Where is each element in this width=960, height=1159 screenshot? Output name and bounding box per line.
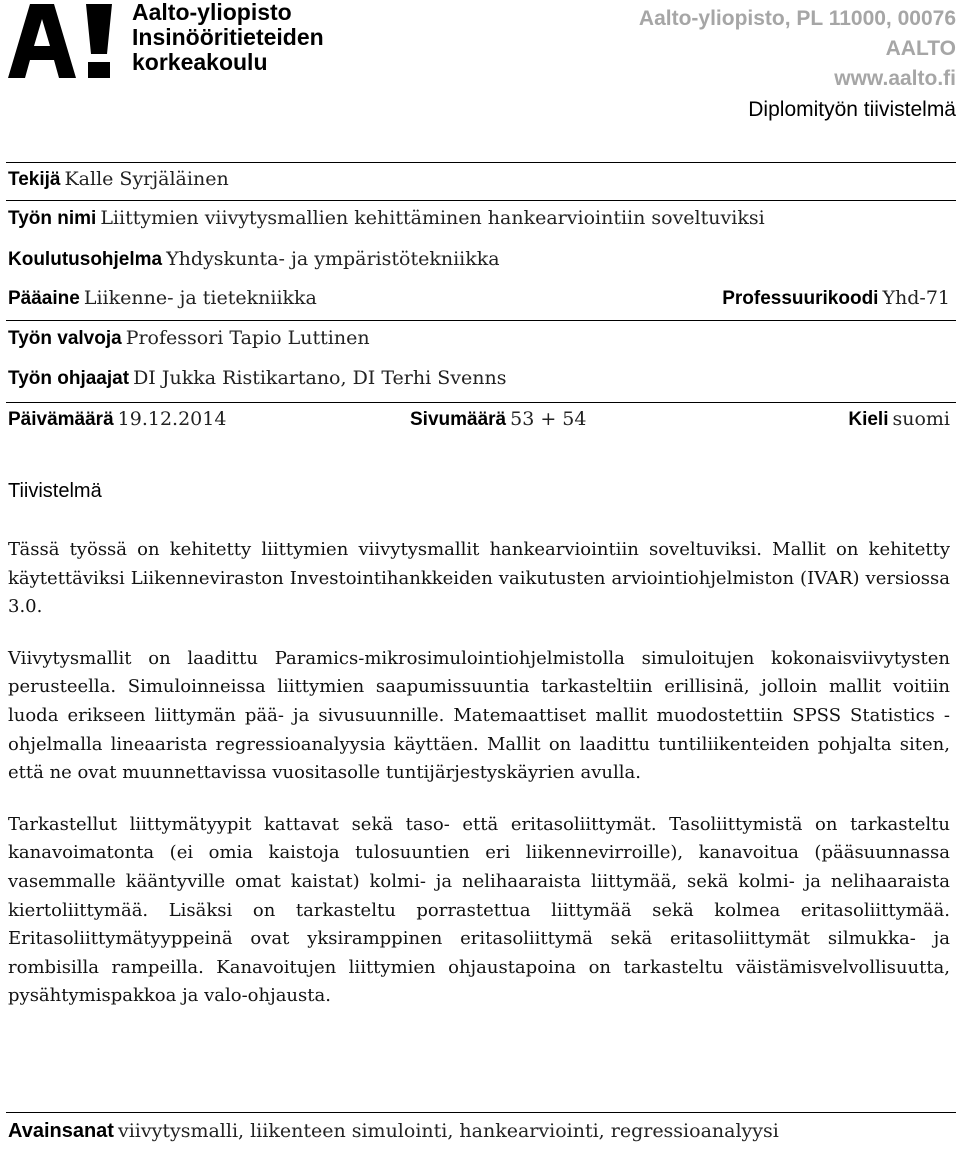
major-label: Pääaine xyxy=(8,288,80,309)
date-label: Päivämäärä xyxy=(8,409,114,430)
aalto-logo xyxy=(8,2,368,82)
title-label: Työn nimi xyxy=(8,208,97,229)
address-block xyxy=(639,4,956,94)
language xyxy=(848,408,950,431)
language-label: Kieli xyxy=(848,409,889,430)
abstract-paragraph: Tarkastellut liittymätyypit kattavat sekä taso- että eritasoliittymät. Tasoliittymistä on tarkasteltu kanavoimatonta (ei omia kaistoja tulosuuntien eri liikennevirroille), kanavoitua (pääsuunnassa vasemmalle kääntyville omat kaistat) kolmi- ja nelihaaraista liittymää, sekä kolmi- ja nelihaaraista kiertoliittymää. Lisäksi on tarkasteltu porrastettua liittymää sekä kolmea eritasoliittymää. Eritasoliittymätyyppeinä ovat yksiramppinen eritasoliittymä sekä eritasoliittymät silmukka- ja rombisilla rampeilla. Kanavoitujen liittymien ohjaustapoina on tarkasteltu väistämisvelvollisuutta, pysähtymispakkoa ja valo-ohjausta. xyxy=(8,813,950,1007)
keywords-label: Avainsanat xyxy=(8,1120,114,1142)
professorship-code-value: Yhd-71 xyxy=(882,287,950,309)
divider xyxy=(6,320,956,321)
page-count xyxy=(410,408,586,431)
supervisor-row xyxy=(8,327,954,357)
program-row xyxy=(8,248,954,278)
document-type: Diplomityön tiivistelmä xyxy=(748,98,956,121)
address-line-1: Aalto-yliopisto, PL 11000, 00076 xyxy=(638,7,956,30)
professorship-code-label: Professuurikoodi xyxy=(722,288,879,309)
abstract-heading: Tiivistelmä xyxy=(8,480,102,502)
date-pages-language-row xyxy=(8,408,954,438)
language-value: suomi xyxy=(892,408,950,430)
address-line-2: AALTO xyxy=(885,37,956,60)
keywords-row xyxy=(8,1120,779,1143)
advisors-value: DI Jukka Ristikartano, DI Terhi Svenns xyxy=(133,367,507,389)
date-value: 19.12.2014 xyxy=(117,408,227,430)
logo-line-1: Aalto-yliopisto xyxy=(132,0,292,25)
major-value: Liikenne- ja tietekniikka xyxy=(83,287,317,309)
logo-line-2: Insinööritieteiden xyxy=(132,24,324,50)
advisors-label: Työn ohjaajat xyxy=(8,368,130,389)
divider xyxy=(6,162,956,163)
professorship-code xyxy=(722,287,950,310)
aalto-a-exclamation-logo-icon xyxy=(8,2,123,80)
keywords-value: viivytysmalli, liikenteen simulointi, hankearviointi, regressioanalyysi xyxy=(117,1120,779,1142)
logo-wordmark xyxy=(132,0,324,75)
page-count-label: Sivumäärä xyxy=(410,409,507,430)
author-row xyxy=(8,168,954,198)
advisors-row xyxy=(8,367,954,397)
title-value: Liittymien viivytysmallien kehittäminen hankearviointiin soveltuviksi xyxy=(100,207,765,229)
divider xyxy=(6,1112,956,1113)
supervisor-value: Professori Tapio Luttinen xyxy=(125,327,370,349)
author-value: Kalle Syrjäläinen xyxy=(64,168,229,190)
abstract-body xyxy=(8,536,950,1034)
program-label: Koulutusohjelma xyxy=(8,249,163,270)
website-link[interactable]: www.aalto.fi xyxy=(834,67,956,90)
divider xyxy=(6,200,956,201)
major-row xyxy=(8,287,954,317)
page-count-value: 53 + 54 xyxy=(510,408,587,430)
logo-line-3: korkeakoulu xyxy=(132,49,268,75)
supervisor-label: Työn valvoja xyxy=(8,328,122,349)
divider xyxy=(6,402,956,403)
title-row xyxy=(8,207,954,237)
abstract-paragraph: Viivytysmallit on laadittu Paramics-mikrosimulointiohjelmistolla simuloitujen kokonaisviivytysten perusteella. Simuloinneissa liittymien saapumissuuntia tarkasteltiin erillisinä, jolloin mallit voitiin luoda erikseen liittymän pää- ja sivusuunnille. Matemaattiset mallit muodostettiin SPSS Statistics -ohjelmalla lineaarista regressioanalyysia käyttäen. Mallit on laadittu tuntiliikenteiden pohjalta siten, että ne ovat muunnettavissa vuositasolle tuntijärjestyskäyrien avulla. xyxy=(8,647,950,784)
program-value: Yhdyskunta- ja ympäristötekniikka xyxy=(166,248,500,270)
abstract-paragraph: Tässä työssä on kehitetty liittymien viivytysmallit hankearviointiin soveltuviksi. Mallit on kehitetty käytettäviksi Liikenneviraston Investointihankkeiden vaikutusten arviointiohjelmiston (IVAR) versiossa 3.0. xyxy=(8,539,950,618)
author-label: Tekijä xyxy=(8,169,61,190)
